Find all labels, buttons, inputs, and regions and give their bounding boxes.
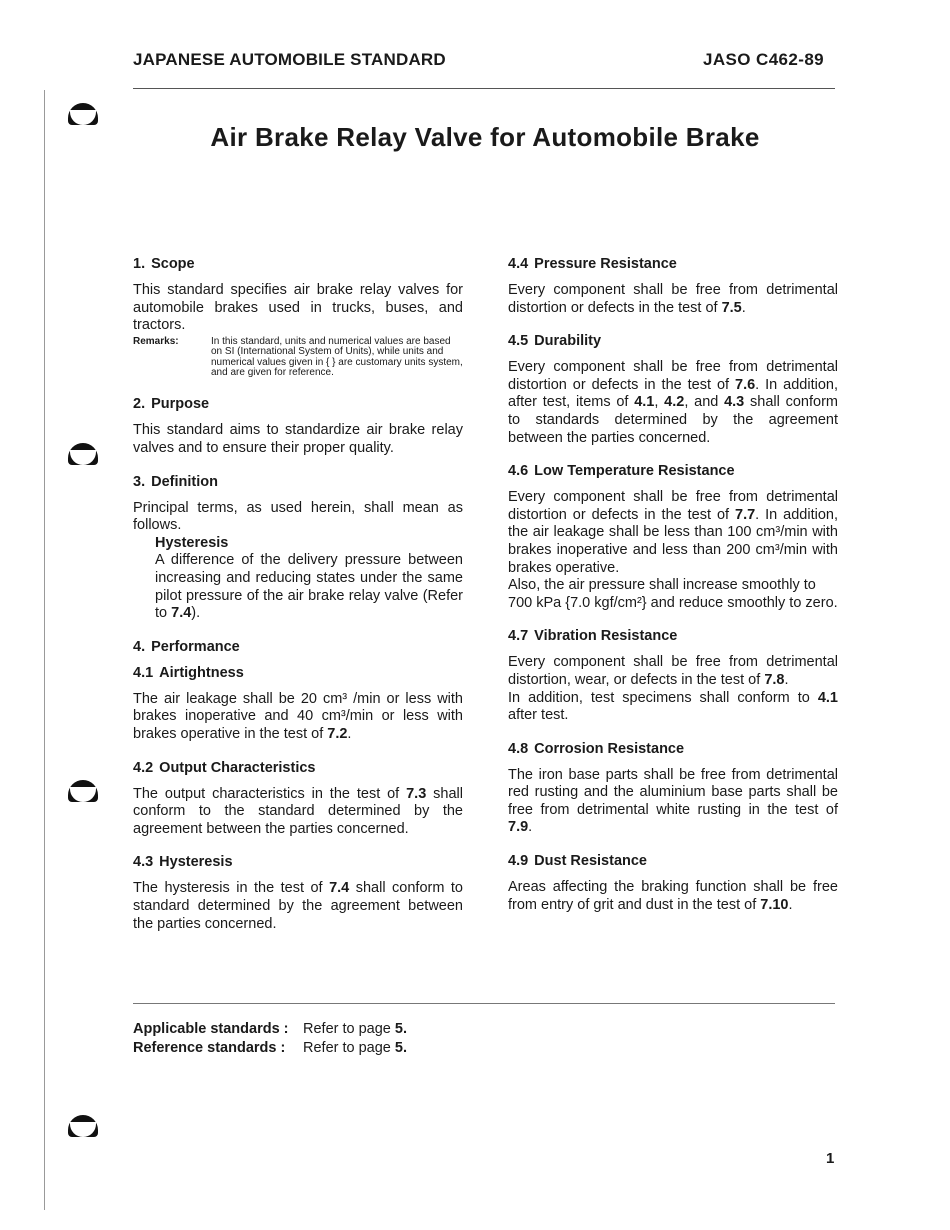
section-heading: 4.2 Output Characteristics: [133, 759, 316, 776]
binding-margin-line: [44, 90, 45, 1210]
footer-rule: [133, 1003, 835, 1004]
document-title: Air Brake Relay Valve for Automobile Brake: [210, 122, 760, 152]
section-4-3: [133, 854, 463, 933]
definition-term: Hysteresis: [155, 534, 229, 551]
section-heading: 1. Scope: [133, 256, 195, 272]
section-heading: 4.7 Vibration Resistance: [508, 628, 678, 645]
header-organization: JAPANESE AUTOMOBILE STANDARD: [133, 50, 446, 69]
header-rule: [133, 88, 835, 89]
section-heading: 4.1 Airtightness: [133, 664, 244, 681]
section-4-2: [133, 760, 463, 839]
section-body: Every component shall be free from detrimental distortion, wear, or defects in the test of 7.8.: [508, 654, 838, 688]
section-heading: 4.9 Dust Resistance: [508, 853, 647, 870]
section-heading: 4.6 Low Temperature Resistance: [508, 463, 735, 480]
applicable-standards-row: [133, 1021, 407, 1037]
applicable-standards-label: Applicable standards :: [133, 1021, 289, 1037]
section-heading: 3. Definition: [133, 473, 218, 490]
section-body-continued: Also, the air pressure shall increase smoothly to 700 kPa {7.0 kgf/cm²} and reduce smoothly to zero.: [508, 577, 838, 611]
section-4-6: [508, 463, 838, 612]
section-4-1: [133, 665, 463, 744]
section-body-continued: In addition, test specimens shall conform to 4.1 after test.: [508, 689, 838, 724]
section-purpose: [133, 396, 463, 457]
section-body: Areas affecting the braking function shall be free from entry of grit and dust in the test of 7.10.: [508, 879, 838, 913]
section-heading: 2. Purpose: [133, 396, 210, 413]
section-heading: 4.5 Durability: [508, 333, 602, 350]
section-4-8: [508, 741, 838, 837]
binder-hole-icon: [68, 443, 98, 465]
reference-standards-value: Refer to page 5.: [303, 1040, 408, 1056]
reference-standards-label: Reference standards :: [133, 1040, 286, 1056]
section-body: This standard specifies air brake relay valves for automobile brakes used in trucks, buses, and tractors.: [133, 282, 463, 334]
section-heading: 4.4 Pressure Resistance: [508, 256, 677, 272]
section-body: The output characteristics in the test of 7.3 shall conform to the standard determined by the agreement between the parties concerned.: [133, 785, 463, 837]
applicable-standards-value: Refer to page 5.: [303, 1021, 408, 1037]
reference-standards-row: [133, 1040, 407, 1056]
section-body: The iron base parts shall be free from detrimental red rusting and the aluminium base parts shall be free from detrimental white rusting in the test of 7.9.: [508, 766, 838, 836]
section-4-4: [508, 256, 838, 317]
section-heading: 4.3 Hysteresis: [133, 854, 233, 871]
definition-text: A difference of the delivery pressure between increasing and reducing states under the same pilot pressure of the air brake relay valve (Refer to 7.4).: [155, 552, 463, 622]
remarks-text: In this standard, units and numerical values are based on SI (International System of Units), while units and numerical values given in { } are customary units system, and are given for reference.: [211, 335, 463, 378]
remarks-note: [133, 337, 463, 379]
left-column: [133, 256, 463, 933]
section-4-9: [508, 853, 838, 914]
section-body: Every component shall be free from detrimental distortion or defects in the test of 7.7. In addition, the air leakage shall be less than 100 cm³/min with brakes inoperative and less than 200 cm³/min with brakes operative.: [508, 489, 839, 576]
section-performance: [133, 639, 463, 656]
section-heading: 4. Performance: [133, 638, 240, 655]
section-4-5: [508, 333, 838, 447]
header-standard-code: JASO C462-89: [703, 50, 825, 69]
right-column: [508, 256, 838, 914]
section-heading: 4.8 Corrosion Resistance: [508, 740, 685, 757]
remarks-label: Remarks:: [133, 335, 179, 347]
section-definition: [133, 474, 463, 623]
section-body: Every component shall be free from detrimental distortion or defects in the test of 7.5.: [508, 282, 838, 316]
section-body: Every component shall be free from detrimental distortion or defects in the test of 7.6. In addition, after test, items of 4.1, 4.2, and 4.3 shall conform to standards determined by the agreement between the parties concerned.: [508, 359, 839, 446]
definition-entry: [133, 535, 463, 623]
section-body: This standard aims to standardize air brake relay valves and to ensure their proper quality.: [133, 422, 463, 456]
binder-hole-icon: [68, 1115, 98, 1137]
section-4-7: [508, 628, 838, 724]
section-body: Principal terms, as used herein, shall mean as follows.: [133, 499, 463, 534]
binder-hole-icon: [68, 780, 98, 802]
section-scope: [133, 256, 463, 378]
binder-hole-icon: [68, 103, 98, 125]
section-body: The air leakage shall be 20 cm³ /min or less with brakes inoperative and 40 cm³/min or less with brakes operative in the test of 7.2.: [133, 690, 463, 742]
page-number: 1: [826, 1150, 835, 1167]
section-body: The hysteresis in the test of 7.4 shall conform to standard determined by the agreement between the parties concerned.: [133, 880, 463, 932]
